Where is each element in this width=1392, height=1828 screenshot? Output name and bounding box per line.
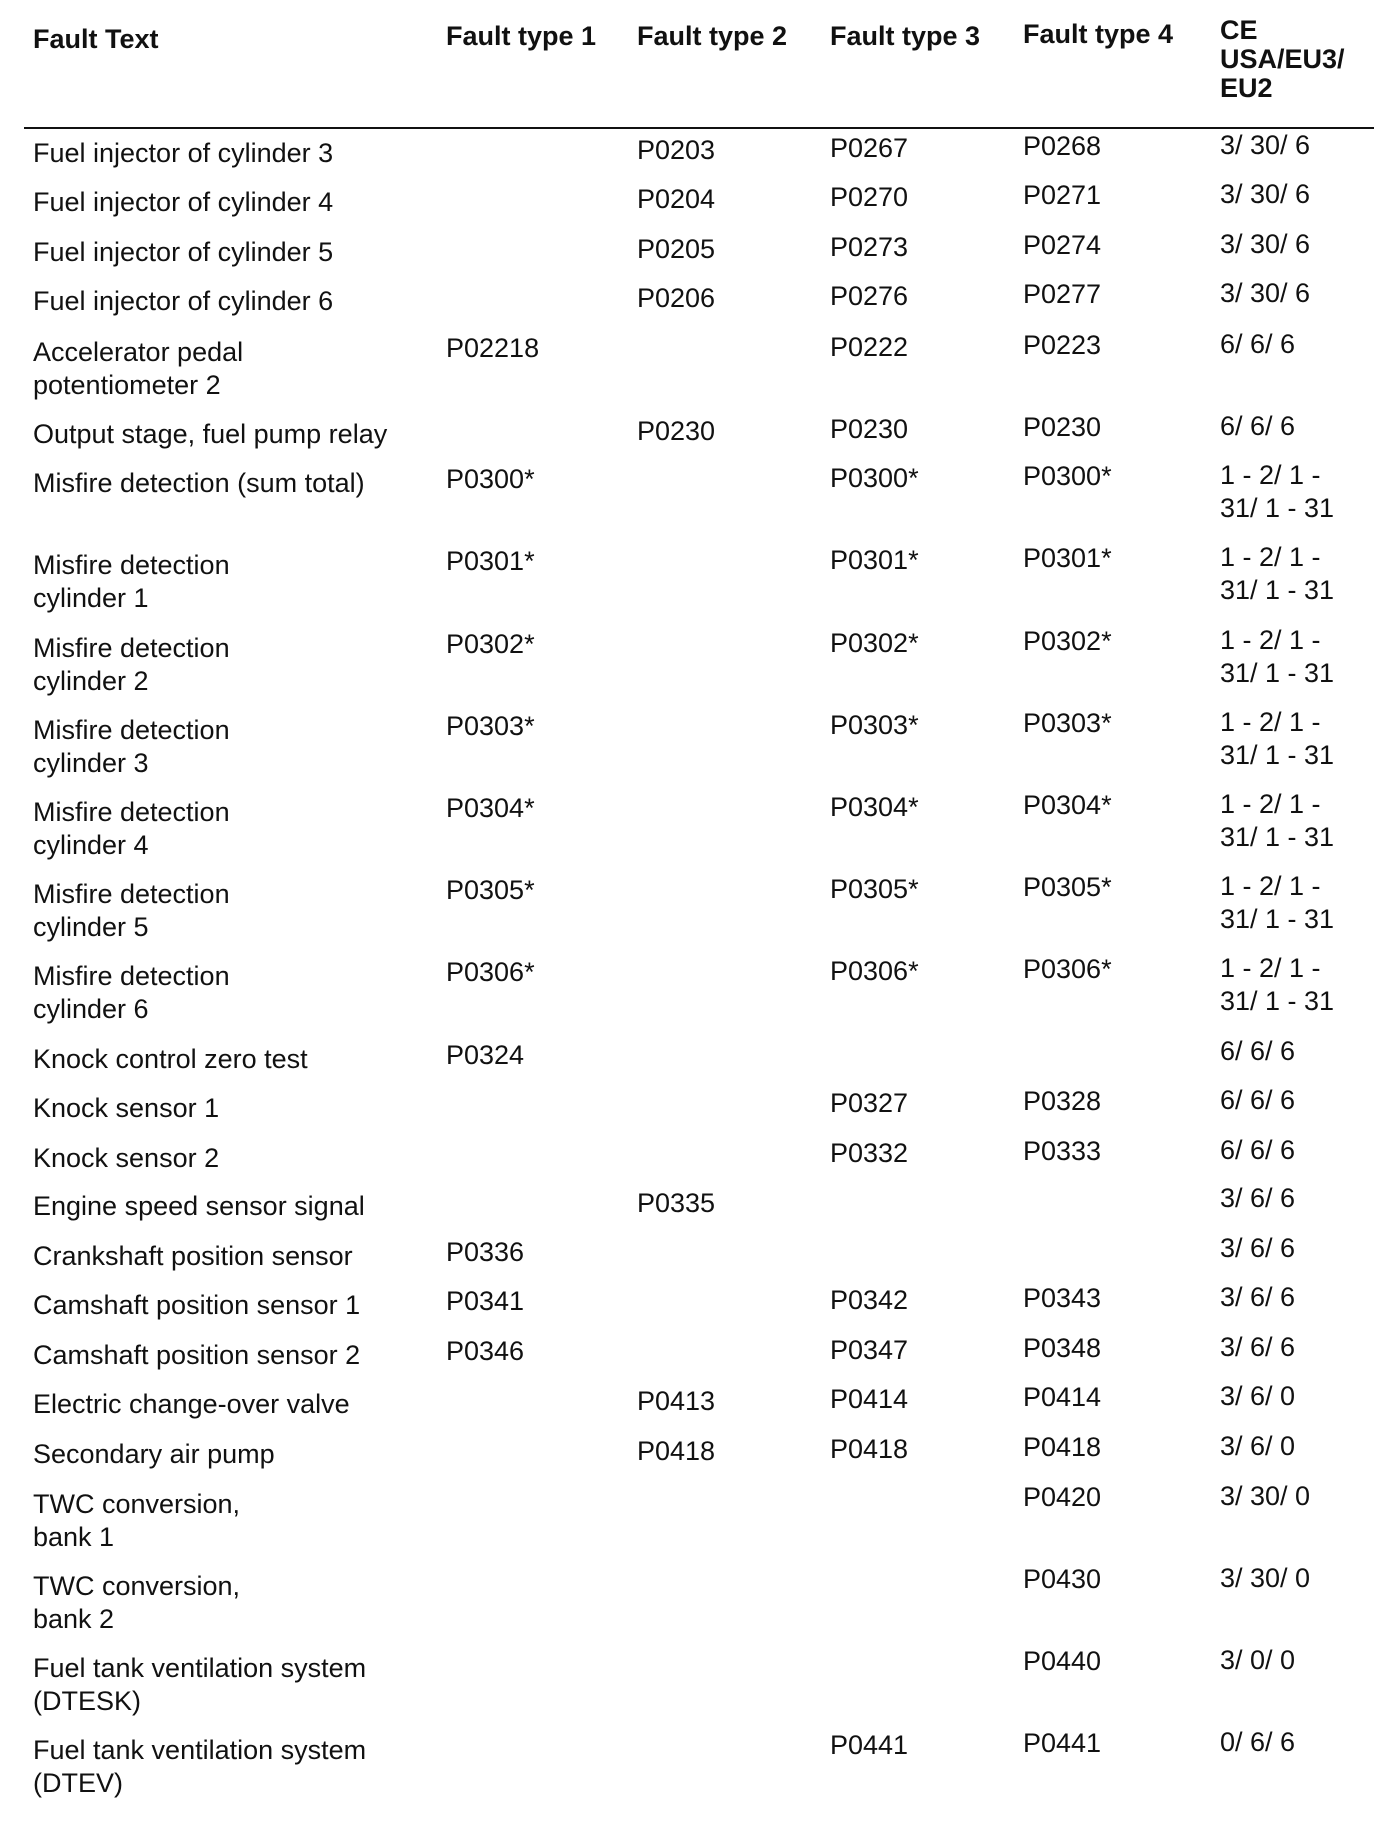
cell-ce-usa-eu3-eu2: 1 - 2/ 1 - 31/ 1 - 31: [1220, 953, 1335, 1016]
cell-fault-text: Crankshaft position sensor: [33, 1241, 353, 1271]
cell-fault-text: Fuel injector of cylinder 4: [33, 187, 334, 217]
cell-fault-type-1: P0346: [446, 1336, 525, 1366]
cell-fault-type-4: P0223: [1023, 330, 1102, 360]
cell-fault-type-3: P0306*: [830, 956, 919, 986]
cell-fault-type-1: P0341: [446, 1286, 525, 1316]
cell-ce-usa-eu3-eu2: 6/ 6/ 6: [1220, 411, 1296, 441]
cell-ce-usa-eu3-eu2: 6/ 6/ 6: [1220, 1036, 1296, 1066]
cell-fault-text: Fuel injector of cylinder 5: [33, 237, 334, 267]
cell-fault-text: Knock sensor 1: [33, 1093, 220, 1123]
cell-fault-text: Electric change-over valve: [33, 1389, 350, 1419]
cell-ce-usa-eu3-eu2: 1 - 2/ 1 - 31/ 1 - 31: [1220, 789, 1335, 852]
cell-ce-usa-eu3-eu2: 1 - 2/ 1 - 31/ 1 - 31: [1220, 542, 1335, 605]
cell-fault-type-3: P0303*: [830, 710, 919, 740]
cell-ce-usa-eu3-eu2: 3/ 30/ 6: [1220, 229, 1311, 259]
cell-fault-type-1: P0306*: [446, 957, 535, 987]
cell-fault-type-1: P0305*: [446, 875, 535, 905]
cell-fault-type-1: P0304*: [446, 793, 535, 823]
cell-fault-type-3: P0441: [830, 1730, 909, 1760]
cell-fault-type-2: P0413: [637, 1386, 716, 1416]
cell-fault-type-3: P0273: [830, 232, 909, 262]
cell-fault-type-4: P0300*: [1023, 461, 1112, 491]
cell-fault-text: Camshaft position sensor 1: [33, 1290, 361, 1320]
header-rule: [24, 127, 1374, 129]
cell-ce-usa-eu3-eu2: 6/ 6/ 6: [1220, 329, 1296, 359]
cell-ce-usa-eu3-eu2: 3/ 0/ 0: [1220, 1645, 1296, 1675]
cell-fault-type-2: P0203: [637, 135, 716, 165]
cell-fault-type-3: P0230: [830, 414, 909, 444]
cell-fault-text: Misfire detection cylinder 5: [33, 879, 230, 942]
cell-ce-usa-eu3-eu2: 3/ 30/ 0: [1220, 1481, 1311, 1511]
cell-ce-usa-eu3-eu2: 3/ 30/ 6: [1220, 179, 1311, 209]
cell-fault-type-3: P0418: [830, 1434, 909, 1464]
cell-ce-usa-eu3-eu2: 0/ 6/ 6: [1220, 1727, 1296, 1757]
cell-fault-text: Misfire detection cylinder 3: [33, 715, 230, 778]
cell-fault-type-4: P0348: [1023, 1333, 1102, 1363]
cell-fault-type-3: P0300*: [830, 463, 919, 493]
header-fault-type-3: Fault type 3: [830, 21, 981, 51]
cell-fault-text: Misfire detection cylinder 6: [33, 961, 230, 1024]
cell-fault-type-4: P0230: [1023, 412, 1102, 442]
cell-fault-type-3: P0267: [830, 133, 909, 163]
cell-fault-text: Fuel tank ventilation system (DTEV): [33, 1735, 367, 1798]
header-ce-usa-eu3-eu2: CE USA/EU3/ EU2: [1220, 15, 1345, 103]
header-fault-type-4: Fault type 4: [1023, 19, 1174, 49]
cell-fault-type-4: P0420: [1023, 1482, 1102, 1512]
cell-fault-type-3: P0332: [830, 1138, 909, 1168]
cell-fault-type-4: P0302*: [1023, 626, 1112, 656]
cell-fault-type-2: P0206: [637, 283, 716, 313]
cell-fault-text: Misfire detection cylinder 4: [33, 797, 230, 860]
cell-ce-usa-eu3-eu2: 3/ 6/ 6: [1220, 1233, 1296, 1263]
header-fault-text: Fault Text: [33, 24, 159, 54]
cell-fault-text: Accelerator pedal potentiometer 2: [33, 337, 244, 400]
cell-fault-type-3: P0304*: [830, 792, 919, 822]
cell-fault-type-4: P0274: [1023, 230, 1102, 260]
cell-fault-text: Misfire detection cylinder 1: [33, 550, 230, 613]
cell-ce-usa-eu3-eu2: 3/ 6/ 0: [1220, 1381, 1296, 1411]
cell-fault-type-2: P0205: [637, 234, 716, 264]
cell-ce-usa-eu3-eu2: 6/ 6/ 6: [1220, 1085, 1296, 1115]
cell-fault-type-3: P0414: [830, 1384, 909, 1414]
cell-fault-text: Secondary air pump: [33, 1439, 275, 1469]
cell-ce-usa-eu3-eu2: 1 - 2/ 1 - 31/ 1 - 31: [1220, 460, 1335, 523]
cell-fault-type-1: P0302*: [446, 629, 535, 659]
cell-fault-type-3: P0222: [830, 332, 909, 362]
cell-fault-type-1: P0300*: [446, 464, 535, 494]
cell-fault-type-4: P0441: [1023, 1728, 1102, 1758]
cell-ce-usa-eu3-eu2: 3/ 6/ 0: [1220, 1431, 1296, 1461]
cell-fault-type-3: P0302*: [830, 628, 919, 658]
cell-fault-type-1: P0303*: [446, 711, 535, 741]
cell-fault-type-2: P0335: [637, 1188, 716, 1218]
cell-ce-usa-eu3-eu2: 1 - 2/ 1 - 31/ 1 - 31: [1220, 707, 1335, 770]
cell-fault-text: Knock sensor 2: [33, 1143, 220, 1173]
header-fault-type-1: Fault type 1: [446, 21, 597, 51]
cell-ce-usa-eu3-eu2: 3/ 6/ 6: [1220, 1282, 1296, 1312]
cell-ce-usa-eu3-eu2: 1 - 2/ 1 - 31/ 1 - 31: [1220, 625, 1335, 688]
cell-fault-type-1: P02218: [446, 333, 540, 363]
cell-fault-type-4: P0304*: [1023, 790, 1112, 820]
cell-fault-type-3: P0327: [830, 1088, 909, 1118]
cell-fault-type-4: P0268: [1023, 131, 1102, 161]
cell-fault-type-4: P0418: [1023, 1432, 1102, 1462]
cell-fault-type-1: P0324: [446, 1040, 525, 1070]
cell-fault-text: Fuel tank ventilation system (DTESK): [33, 1653, 367, 1716]
cell-fault-type-3: P0270: [830, 182, 909, 212]
cell-fault-type-4: P0271: [1023, 180, 1102, 210]
cell-ce-usa-eu3-eu2: 6/ 6/ 6: [1220, 1135, 1296, 1165]
cell-fault-text: Misfire detection cylinder 2: [33, 633, 230, 696]
cell-ce-usa-eu3-eu2: 3/ 30/ 0: [1220, 1563, 1311, 1593]
cell-fault-text: Misfire detection (sum total): [33, 468, 365, 498]
cell-fault-text: Engine speed sensor signal: [33, 1191, 365, 1221]
cell-fault-type-2: P0418: [637, 1436, 716, 1466]
cell-fault-type-4: P0440: [1023, 1646, 1102, 1676]
cell-fault-type-2: P0230: [637, 416, 716, 446]
cell-fault-text: TWC conversion, bank 1: [33, 1489, 241, 1552]
cell-fault-text: Knock control zero test: [33, 1044, 308, 1074]
cell-fault-type-4: P0333: [1023, 1136, 1102, 1166]
cell-fault-type-3: P0305*: [830, 874, 919, 904]
cell-ce-usa-eu3-eu2: 1 - 2/ 1 - 31/ 1 - 31: [1220, 871, 1335, 934]
cell-fault-type-4: P0430: [1023, 1564, 1102, 1594]
cell-fault-type-1: P0301*: [446, 546, 535, 576]
cell-fault-text: Fuel injector of cylinder 6: [33, 286, 334, 316]
cell-fault-text: Output stage, fuel pump relay: [33, 419, 388, 449]
cell-ce-usa-eu3-eu2: 3/ 30/ 6: [1220, 130, 1311, 160]
cell-fault-text: Fuel injector of cylinder 3: [33, 138, 334, 168]
header-fault-type-2: Fault type 2: [637, 21, 788, 51]
cell-fault-type-4: P0301*: [1023, 543, 1112, 573]
cell-fault-text: TWC conversion, bank 2: [33, 1571, 241, 1634]
cell-fault-type-3: P0342: [830, 1285, 909, 1315]
cell-fault-type-1: P0336: [446, 1237, 525, 1267]
cell-fault-type-4: P0328: [1023, 1086, 1102, 1116]
cell-fault-type-3: P0276: [830, 281, 909, 311]
cell-fault-type-3: P0301*: [830, 545, 919, 575]
cell-fault-type-4: P0303*: [1023, 708, 1112, 738]
cell-fault-text: Camshaft position sensor 2: [33, 1340, 361, 1370]
cell-fault-type-2: P0204: [637, 184, 716, 214]
cell-fault-type-4: P0414: [1023, 1382, 1102, 1412]
cell-ce-usa-eu3-eu2: 3/ 6/ 6: [1220, 1332, 1296, 1362]
cell-ce-usa-eu3-eu2: 3/ 30/ 6: [1220, 278, 1311, 308]
cell-fault-type-3: P0347: [830, 1335, 909, 1365]
cell-fault-type-4: P0277: [1023, 279, 1102, 309]
cell-fault-type-4: P0306*: [1023, 954, 1112, 984]
cell-fault-type-4: P0343: [1023, 1283, 1102, 1313]
cell-fault-type-4: P0305*: [1023, 872, 1112, 902]
cell-ce-usa-eu3-eu2: 3/ 6/ 6: [1220, 1183, 1296, 1213]
